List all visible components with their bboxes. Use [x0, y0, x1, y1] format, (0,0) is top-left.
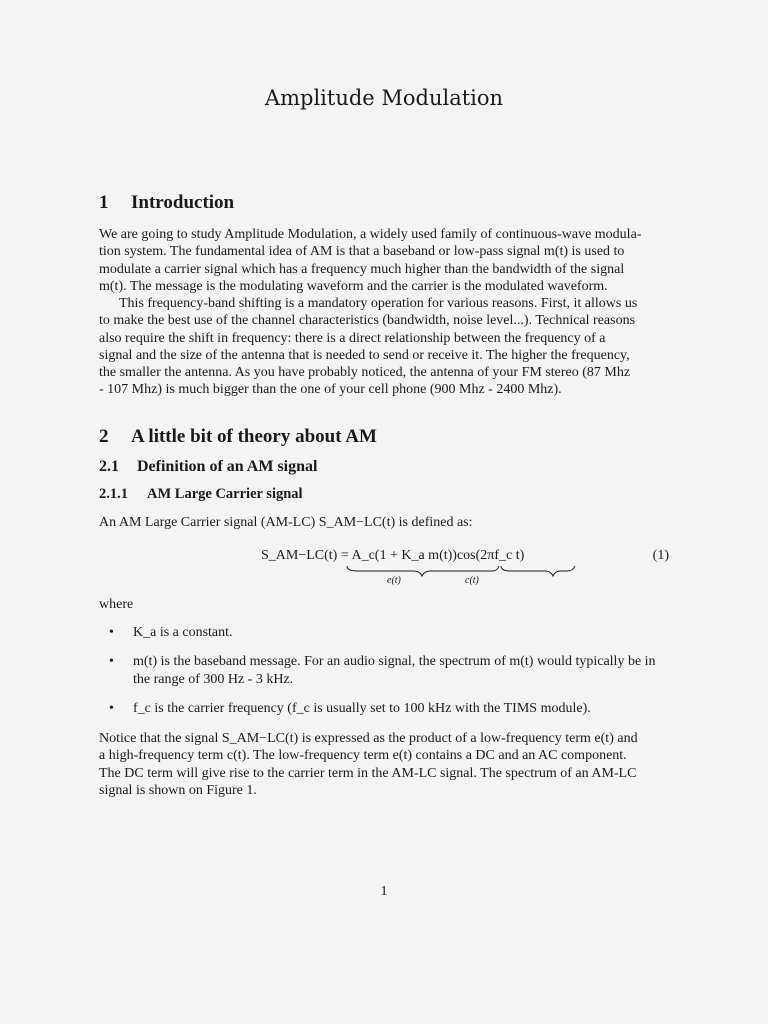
text-line: This frequency-band shifting is a mandatory operation for various reasons. First, it allows us: [119, 296, 638, 311]
where-text: [99, 596, 669, 613]
text-line: also require the shift in frequency: there is a direct relationship between the frequency of a: [99, 330, 606, 346]
list-item: [99, 624, 669, 641]
section-number: 2.1.1: [99, 486, 128, 502]
intro-paragraph-1: [99, 226, 669, 295]
equation-1: [99, 548, 669, 596]
section-title: Introduction: [131, 192, 235, 213]
section-number: 2.1: [99, 458, 119, 475]
text-line: - 107 Mhz) is much bigger than the one of your cell phone (900 Mhz - 2400 Mhz).: [99, 382, 562, 398]
text-line: An AM Large Carrier signal (AM-LC) S_AM−LC(t) is defined as:: [99, 515, 473, 530]
text-line: the smaller the antenna. As you have probably noticed, the antenna of your FM stereo (87 Mhz: [99, 365, 631, 381]
section-number: 2: [99, 426, 109, 447]
definition-list: [99, 624, 669, 729]
equation-number: (1): [652, 548, 669, 563]
document-title: Amplitude Modulation: [264, 86, 504, 110]
text-line: Notice that the signal S_AM−LC(t) is expressed as the product of a low-frequency term e(t) and: [99, 731, 638, 746]
section-title: A little bit of theory about AM: [131, 426, 377, 447]
text-line: where: [99, 597, 134, 612]
bullet-icon: •: [109, 700, 114, 716]
text-line: The DC term will give rise to the carrier term in the AM-LC signal. The spectrum of an AM-LC: [99, 765, 637, 781]
text-line: a high-frequency term c(t). The low-frequency term e(t) contains a DC and an AC component.: [99, 748, 627, 764]
intro-paragraph-2: [99, 295, 669, 399]
section-title: Definition of an AM signal: [137, 458, 318, 475]
text-line: modulate a carrier signal which has a frequency much higher than the bandwidth of the signal: [99, 261, 625, 277]
text-line: tion system. The fundamental idea of AM is that a baseband or low-pass signal m(t) is used to: [99, 244, 625, 260]
section-heading-theory: [99, 426, 377, 448]
subsubsection-heading-large-carrier: [99, 486, 303, 503]
lc-intro-paragraph: [99, 514, 669, 531]
bullet-icon: •: [109, 654, 114, 670]
text-line: We are going to study Amplitude Modulation, a widely used family of continuous-wave modula-: [99, 227, 642, 242]
list-item: [99, 700, 669, 717]
section-heading-introduction: [99, 192, 234, 214]
subsection-heading-definition: [99, 458, 317, 476]
underbrace-graphic: [345, 564, 577, 578]
list-item-text: K_a is a constant.: [133, 625, 233, 640]
list-item-text: m(t) is the baseband message. For an audio signal, the spectrum of m(t) would typically be in the range of 300 Hz - 3 kHz.: [133, 654, 656, 687]
underbrace-label-c: c(t): [465, 575, 479, 586]
page-number: 1: [380, 884, 388, 899]
underbrace-label-e: e(t): [387, 575, 401, 586]
list-item: [99, 653, 669, 688]
section-title: AM Large Carrier signal: [147, 486, 303, 502]
text-line: signal is shown on Figure 1.: [99, 782, 257, 798]
text-line: m(t). The message is the modulating waveform and the carrier is the modulated waveform.: [99, 278, 608, 294]
equation-expression: S_AM−LC(t) = A_c(1 + K_a m(t))cos(2πf_c t): [261, 548, 525, 563]
bullet-icon: •: [109, 625, 114, 640]
text-line: signal and the size of the antenna that is needed to send or receive it. The higher the frequency,: [99, 347, 630, 363]
notice-paragraph: [99, 730, 669, 799]
section-number: 1: [99, 192, 109, 213]
list-item-text: f_c is the carrier frequency (f_c is usually set to 100 kHz with the TIMS module).: [133, 700, 591, 716]
text-line: to make the best use of the channel characteristics (bandwidth, noise level...). Technical reasons: [99, 313, 636, 329]
